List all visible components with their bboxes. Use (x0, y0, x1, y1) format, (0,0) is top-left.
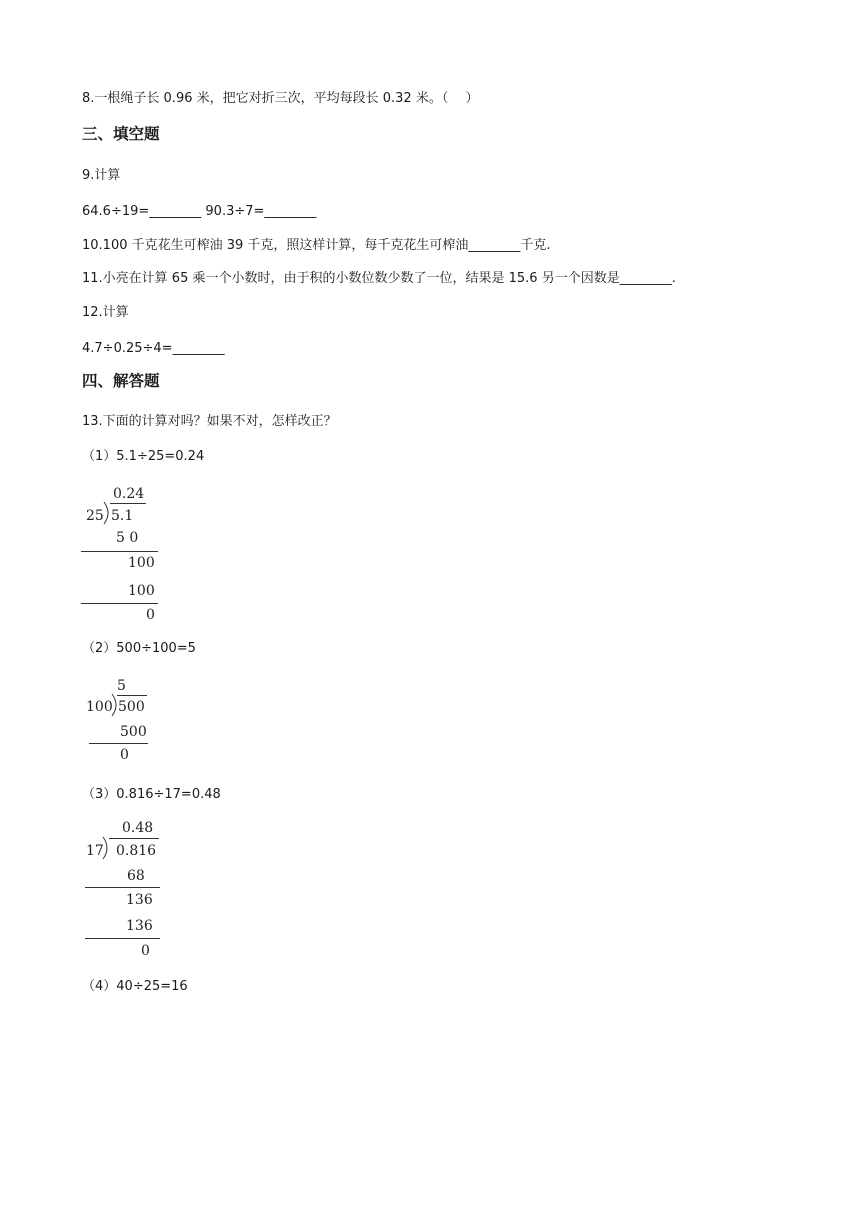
quotient: 5 (117, 678, 126, 694)
remainder: 100 (128, 555, 155, 571)
partial-product: 136 (126, 918, 153, 934)
dividend: 500 (118, 699, 145, 715)
question-9: 9.计算 (82, 168, 121, 183)
long-division-3 (80, 818, 170, 960)
quotient: 0.48 (122, 820, 154, 836)
question-12: 12.计算 (82, 305, 129, 320)
section-heading-answer: 四、解答题 (82, 372, 160, 390)
subtraction-line (85, 887, 160, 888)
subtraction-line (81, 603, 158, 604)
vinculum (109, 838, 159, 839)
dividend: 5.1 (111, 508, 134, 524)
part-3-equation: （3）0.816÷17=0.48 (82, 787, 221, 802)
divisor: 25 (86, 508, 104, 524)
question-13: 13.下面的计算对吗？如果不对，怎样改正？ (82, 414, 337, 429)
divisor: 100 (86, 699, 113, 715)
partial-product: 68 (127, 868, 145, 884)
long-division-1 (80, 484, 170, 624)
vinculum (117, 695, 147, 696)
remainder: 136 (126, 892, 153, 908)
subtraction-line (89, 743, 148, 744)
question-12-expression: 4.7÷0.25÷4=________ (82, 341, 225, 356)
vinculum (110, 503, 146, 504)
remainder: 0 (120, 747, 129, 763)
subtraction-line (85, 938, 160, 939)
quotient: 0.24 (113, 486, 145, 502)
subtraction-line (81, 551, 158, 552)
question-11: 11.小亮在计算 65 乘一个小数时，由于积的小数位数少数了一位，结果是 15.6 另一个因数是________. (82, 271, 676, 286)
partial-product: 100 (128, 583, 155, 599)
part-1-equation: （1）5.1÷25=0.24 (82, 449, 205, 464)
question-10: 10.100 千克花生可榨油 39 千克，照这样计算，每千克花生可榨油________千克. (82, 238, 551, 253)
section-heading-fill-blank: 三、填空题 (82, 125, 160, 143)
partial-product: 500 (120, 724, 147, 740)
part-4-equation: （4）40÷25=16 (82, 979, 188, 994)
remainder: 0 (146, 607, 155, 623)
remainder: 0 (141, 943, 150, 959)
part-2-equation: （2）500÷100=5 (82, 641, 196, 656)
question-8: 8.一根绳子长 0.96 米，把它对折三次，平均每段长 0.32 米。（ ） (82, 91, 479, 106)
question-9-expression: 64.6÷19=________ 90.3÷7=________ (82, 204, 317, 219)
divisor: 17 (86, 843, 104, 859)
dividend: 0.816 (116, 843, 157, 859)
long-division-2 (80, 676, 170, 771)
partial-product: 5 0 (116, 530, 139, 546)
